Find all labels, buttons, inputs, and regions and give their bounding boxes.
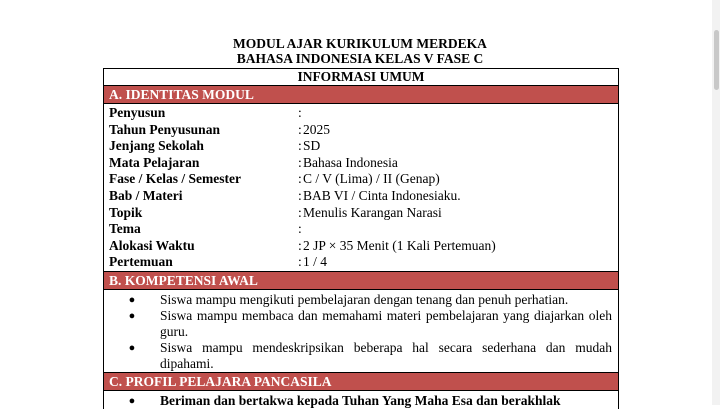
- identity-label: Bab / Materi: [109, 187, 183, 203]
- list-item: [104, 292, 612, 308]
- kompetensi-list: [104, 290, 618, 373]
- identity-row: [109, 171, 618, 188]
- identity-value: [303, 221, 618, 238]
- info-header: INFORMASI UMUM: [104, 69, 618, 86]
- identity-row: [109, 188, 618, 205]
- identity-value: Menulis Karangan Narasi: [303, 204, 442, 220]
- identity-sep: :: [298, 105, 302, 120]
- identity-label: Jenjang Sekolah: [109, 138, 204, 154]
- identity-sep: :: [298, 171, 302, 187]
- identity-label: Fase / Kelas / Semester: [109, 171, 241, 187]
- list-item-text: Siswa mampu mengikuti pembelajaran dengan tenang dan penuh perhatian.: [160, 291, 569, 307]
- identity-sep: :: [298, 204, 302, 220]
- bullet-icon: ●: [128, 309, 136, 322]
- identity-value: Bahasa Indonesia: [303, 154, 398, 170]
- list-item-text: Siswa mampu membaca dan memahami materi pembelajaran yang diajarkan oleh guru.: [160, 307, 612, 339]
- identity-row: [109, 138, 618, 155]
- identity-label: Penyusun: [109, 105, 166, 120]
- identity-row: [109, 155, 618, 172]
- module-table: [103, 68, 619, 409]
- identity-label: Mata Pelajaran: [109, 154, 200, 170]
- identity-label: Tahun Penyusunan: [109, 121, 220, 137]
- identity-label: Tema: [109, 221, 141, 237]
- identity-value: C / V (Lima) / II (Genap): [303, 171, 440, 187]
- identity-label: Pertemuan: [109, 254, 173, 270]
- identity-list: [104, 104, 618, 272]
- identity-label: Alokasi Waktu: [109, 237, 195, 253]
- identity-value: 1 / 4: [303, 254, 328, 270]
- scrollbar[interactable]: [712, 0, 720, 405]
- identity-label: Topik: [109, 204, 143, 220]
- identity-row: [109, 205, 618, 222]
- document-title: [0, 36, 720, 66]
- list-item: [104, 308, 612, 340]
- identity-sep: :: [298, 254, 302, 270]
- identity-value: 2 JP × 35 Menit (1 Kali Pertemuan): [303, 237, 496, 253]
- list-item: [104, 340, 612, 372]
- bullet-icon: ●: [128, 341, 136, 354]
- identity-row: [109, 122, 618, 139]
- scrollbar-thumb[interactable]: [714, 30, 719, 90]
- title-line-1: MODUL AJAR KURIKULUM MERDEKA: [233, 36, 487, 51]
- identity-row: [109, 254, 618, 271]
- identity-sep: :: [298, 187, 302, 203]
- list-item-text: Beriman dan bertakwa kepada Tuhan Yang Maha Esa dan berakhlak: [160, 392, 561, 408]
- identity-sep: :: [298, 221, 302, 237]
- identity-sep: :: [298, 154, 302, 170]
- list-item: [104, 393, 612, 409]
- identity-sep: :: [298, 237, 302, 253]
- bullet-icon: ●: [128, 293, 136, 306]
- section-identitas-header: A. IDENTITAS MODUL: [104, 86, 618, 104]
- identity-row: [109, 105, 618, 122]
- identity-row: [109, 221, 618, 238]
- title-line-2: BAHASA INDONESIA KELAS V FASE C: [236, 51, 484, 66]
- list-item-text: Siswa mampu mendeskripsikan beberapa hal secara sederhana dan mudah dipahami.: [160, 339, 612, 371]
- profil-list: [104, 391, 618, 409]
- section-kompetensi-header: B. KOMPETENSI AWAL: [104, 272, 618, 290]
- identity-sep: :: [298, 121, 302, 137]
- section-profil-header: C. PROFIL PELAJARA PANCASILA: [104, 373, 618, 391]
- identity-row: [109, 238, 618, 255]
- bullet-icon: ●: [128, 394, 136, 407]
- identity-sep: :: [298, 138, 302, 154]
- identity-value: 2025: [303, 121, 330, 137]
- identity-value: BAB VI / Cinta Indonesiaku.: [303, 187, 461, 203]
- identity-value: [303, 105, 618, 122]
- identity-value: SD: [303, 138, 321, 154]
